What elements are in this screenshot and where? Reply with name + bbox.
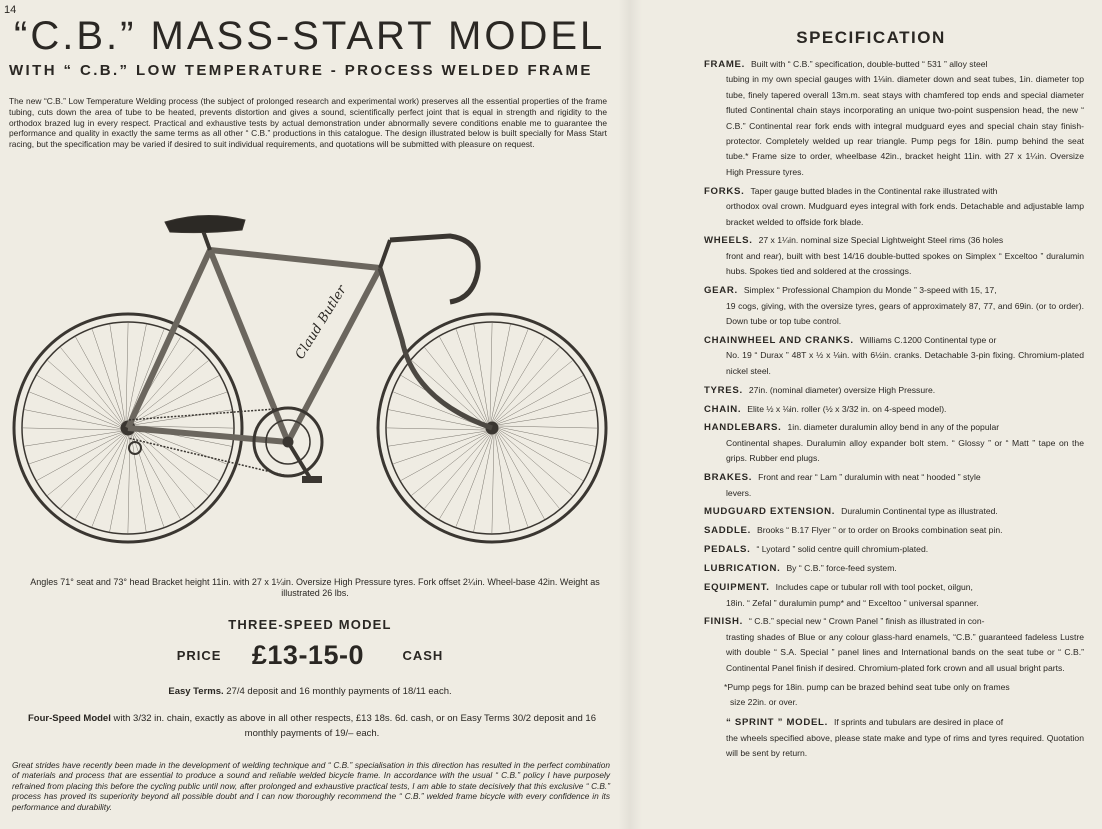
wheel-spoke xyxy=(498,428,591,464)
wheel-spoke xyxy=(37,433,124,481)
sprint-model: “ SPRINT ” MODEL. If sprints and tubulars are desired in place of the wheels specified above, please state make and type of rims and tyres required. Quotation will be sent by return. xyxy=(726,717,1084,759)
wheel-spoke xyxy=(412,360,487,426)
wheel-spoke xyxy=(48,360,123,426)
wheel-spoke xyxy=(498,426,597,428)
wheel-spoke xyxy=(497,432,545,519)
right-page xyxy=(640,0,1102,829)
price-label: PRICE xyxy=(176,648,222,663)
wheel-spoke xyxy=(492,329,528,422)
spec-tyres: TYRES. 27in. (nominal diameter) oversize High Pressure. xyxy=(704,384,936,396)
wheel-spoke xyxy=(389,431,487,446)
wheel-spoke xyxy=(133,431,195,508)
specification-list xyxy=(704,57,1084,765)
wheel-spoke xyxy=(498,427,595,446)
wheel-spoke xyxy=(498,429,583,481)
wheel-spoke xyxy=(128,329,164,422)
page-subtitle: WITH “ C.B.” LOW TEMPERATURE - PROCESS WELDED FRAME xyxy=(9,62,593,79)
spec-lubrication: LUBRICATION. By “ C.B.” force-feed system. xyxy=(704,563,897,575)
wheel-spoke xyxy=(110,325,125,423)
pump-footnote: *Pump pegs for 18in. pump can be brazed behind seat tube only on frames size 22in. or over. xyxy=(724,681,1010,707)
wheel-spoke xyxy=(496,376,583,424)
wheel-spoke xyxy=(387,428,486,430)
wheel-spoke xyxy=(492,434,494,533)
wheel-spoke xyxy=(110,434,129,531)
price-cash-label: CASH xyxy=(402,648,444,663)
spec-brakes: BRAKES. Front and rear “ Lam ” duralumin with neat “ hooded ” style levers. xyxy=(704,472,981,498)
wheel-spoke xyxy=(29,392,122,428)
intro-paragraph: The new “C.B.” Low Temperature Welding process (the subject of prolonged research and experimental work) preserves all the essential properties of the frame tubing, cuts down the area of tube to be heated, prevents distortion and gives a sound, scientifically perfect joint that is equal in strength and rigidity to the orthodox brazed lug in every respect. Practical and exhaustive tests by actual demonstration under abnormally severe conditions enable me to guarantee the performance and quality in exactly the same terms as all other “ C.B.” productions in this catalogue. The design illustrated below is built specially for Mass Start racing, but the specification may be varied if desired to suit individual requirements, and quotations will be submitted with pleasure on request. xyxy=(9,96,607,150)
wheel-spoke xyxy=(493,337,545,422)
wheel-spoke xyxy=(474,325,489,423)
wheel-spoke xyxy=(76,337,124,424)
four-speed-label: Four-Speed Model xyxy=(27,713,111,724)
frame-lettering: Claud Butler xyxy=(292,283,350,363)
wheel-spoke xyxy=(498,430,573,496)
spec-saddle: SADDLE. Brooks “ B.17 Flyer ” or to order on Brooks combination seat pin. xyxy=(704,525,1003,537)
specs-caption: Angles 71° seat and 73° head Bracket height 11in. with 27 x 1¼in. Oversize High Pressure tyres. Fork offset 2¼in. Wheel-base 42in. Weight as illustrated 26 lbs. xyxy=(30,577,600,598)
four-speed-text: with 3/32 in. chain, exactly as above in all other respects, £13 18s. 6d. cash, or on Easy Terms 30/2 deposit and 16 monthly payments of 19/– each. xyxy=(113,713,596,739)
front-fork xyxy=(380,268,492,428)
wheel-spoke xyxy=(48,433,125,495)
easy-terms-text: 27/4 deposit and 16 monthly payments of 18/11 each. xyxy=(226,686,452,697)
spec-handlebars: HANDLEBARS. 1in. diameter duralumin alloy bend in any of the popular Continental shapes. Duralumin alloy expander bolt stem. “ Glossy ” or “ Matt ” tape on the grips. Rubber end plugs. xyxy=(704,422,1084,464)
wheel-spoke xyxy=(60,434,126,509)
wheel-spoke xyxy=(401,433,488,481)
specification-title: SPECIFICATION xyxy=(796,28,946,47)
spec-frame: FRAME. Built with “ C.B.” specification, double-butted “ 531 ” alloy steel tubing in my own special gauges with 1⅛in. diameter down and seat tubes, 1in. diameter top tube, finely tapered overall 13m.m. seat stays with chamfered top ends and special diameter fluted Continental chain stays incorporating an unique two-point suspension head, the new “ C.B.” Continental rear fork ends with integral mudguard eyes and special chain stay finish-protector. Completely welded up rear triangle. Pump pegs for 18in. pump behind the seat tube.* Frame size to order, wheelbase 42in., bracket height 11in. with 27 x 1¼in. Oversize High Pressure tyres. xyxy=(704,59,1084,177)
wheel-spoke xyxy=(491,325,510,422)
price-amount: £13-15-0 xyxy=(251,640,364,670)
wheel-spoke xyxy=(497,431,559,508)
wheel-spoke xyxy=(495,361,572,423)
spec-chain: CHAIN. Elite ½ x ⅛in. roller (½ x 3/32 in. on 4-speed model). xyxy=(704,403,947,415)
wheel-spoke xyxy=(439,434,491,519)
wheel-spoke xyxy=(25,410,122,429)
spec-forks: FORKS. Taper gauge butted blades in the Continental rake illustrated with orthodox oval crown. Mudguard eyes integral with fork ends. Detachable and adjustable lamp bracket welded to offside fork blade. xyxy=(704,185,1084,227)
four-speed-model xyxy=(12,711,612,741)
wheel-spoke xyxy=(126,323,128,422)
spec-gear: GEAR. Simplex “ Professional Champion du Monde ” 3-speed with 15, 17, 19 cogs, giving, with the oversize tyres, gears of approximately 87, 77, and 69in. (or to order). Down tube or top tube control. xyxy=(704,285,1084,326)
price-row xyxy=(0,640,620,671)
spec-wheels: WHEELS. 27 x 1¼in. nominal size Special Lightweight Steel rims (36 holes front and rear), built with best 14/16 double-butted spokes on Simplex “ Exceltoo ” duralumin hubs. Spokes tied and soldered at the crossings. xyxy=(704,235,1084,277)
model-title: THREE-SPEED MODEL xyxy=(228,617,392,632)
wheel-spoke xyxy=(490,323,492,422)
handlebar xyxy=(390,236,478,302)
wheel-spoke xyxy=(37,375,122,427)
frame xyxy=(128,250,380,442)
page-gutter xyxy=(618,0,642,829)
wheel-spoke xyxy=(75,434,127,519)
wheel-spoke xyxy=(424,434,490,509)
wheel-spoke xyxy=(474,434,493,531)
saddle xyxy=(165,215,245,232)
spec-mudguard: MUDGUARD EXTENSION. Duralumin Continental type as illustrated. xyxy=(704,506,998,518)
wheel-spoke xyxy=(456,434,492,527)
wheel-spoke xyxy=(440,337,488,424)
wheel-spoke xyxy=(92,434,128,527)
wheel-spoke xyxy=(494,348,560,423)
spec-equipment: EQUIPMENT. Includes cape or tubular roll with tool pocket, oilgun, 18in. “ Zefal ” duralumin pump* and “ Exceltoo ” universal spanner. xyxy=(704,582,979,608)
wheel-spoke xyxy=(495,433,510,531)
spec-chainwheel: CHAINWHEEL AND CRANKS. Williams C.1200 Continental type or No. 19 “ Durax ” 48T x ½ x ⅛in. with 6½in. cranks. Detachable 3-pin fixing. Chromium-plated nickel steel. xyxy=(704,334,1084,376)
wheel-spoke xyxy=(23,428,122,430)
wheel-spoke xyxy=(134,430,209,496)
easy-terms xyxy=(0,686,620,697)
wheel-spoke xyxy=(25,431,123,446)
spec-finish: FINISH. “ C.B.” special new “ Crown Panel ” finish as illustrated in con- trasting shades of Blue or any colour glass-hard enamels, “C.B.” guaranteed fadeless Lustre with double “ S.A. Special ” panel lines and International bands on the seat tube or “ C.B.” Continental Panel finish if desired. Chromium-plated fork crown and all usual bright parts. xyxy=(704,616,1084,673)
chainwheel xyxy=(254,408,322,483)
easy-terms-label: Easy Terms. xyxy=(168,686,224,697)
wheel-spoke xyxy=(133,410,231,425)
wheel-spoke xyxy=(61,348,123,425)
page-number: 14 xyxy=(4,4,17,16)
page-title: “C.B.” MASS-START MODEL xyxy=(14,14,606,58)
spec-pedals: PEDALS. “ Lyotard ” solid centre quill chromium-plated. xyxy=(704,544,929,556)
wheel-spoke xyxy=(497,410,595,425)
wheel-spoke xyxy=(412,433,489,495)
closing-paragraph: Great strides have recently been made in the development of welding technique and “ C.B.” specialisation in this direction has resulted in the perfect combination of materials and process that are essential to produce a sound and reliable welded bicycle frame. In accordance with the usual “ C.B.” policy I have purposely refrained from placing this before the cycling public until now, after prolonged and exhaustive practical tests, I am able to state decisively that this exclusive “ C.B.” process has proved its superiority beyond all possible doubt and I can now thoroughly recommend the “ C.B.” welded frame bicycle with every confidence in its performance and durability. xyxy=(12,760,610,812)
bicycle-illustration xyxy=(10,210,610,570)
wheel-spoke xyxy=(131,433,146,531)
